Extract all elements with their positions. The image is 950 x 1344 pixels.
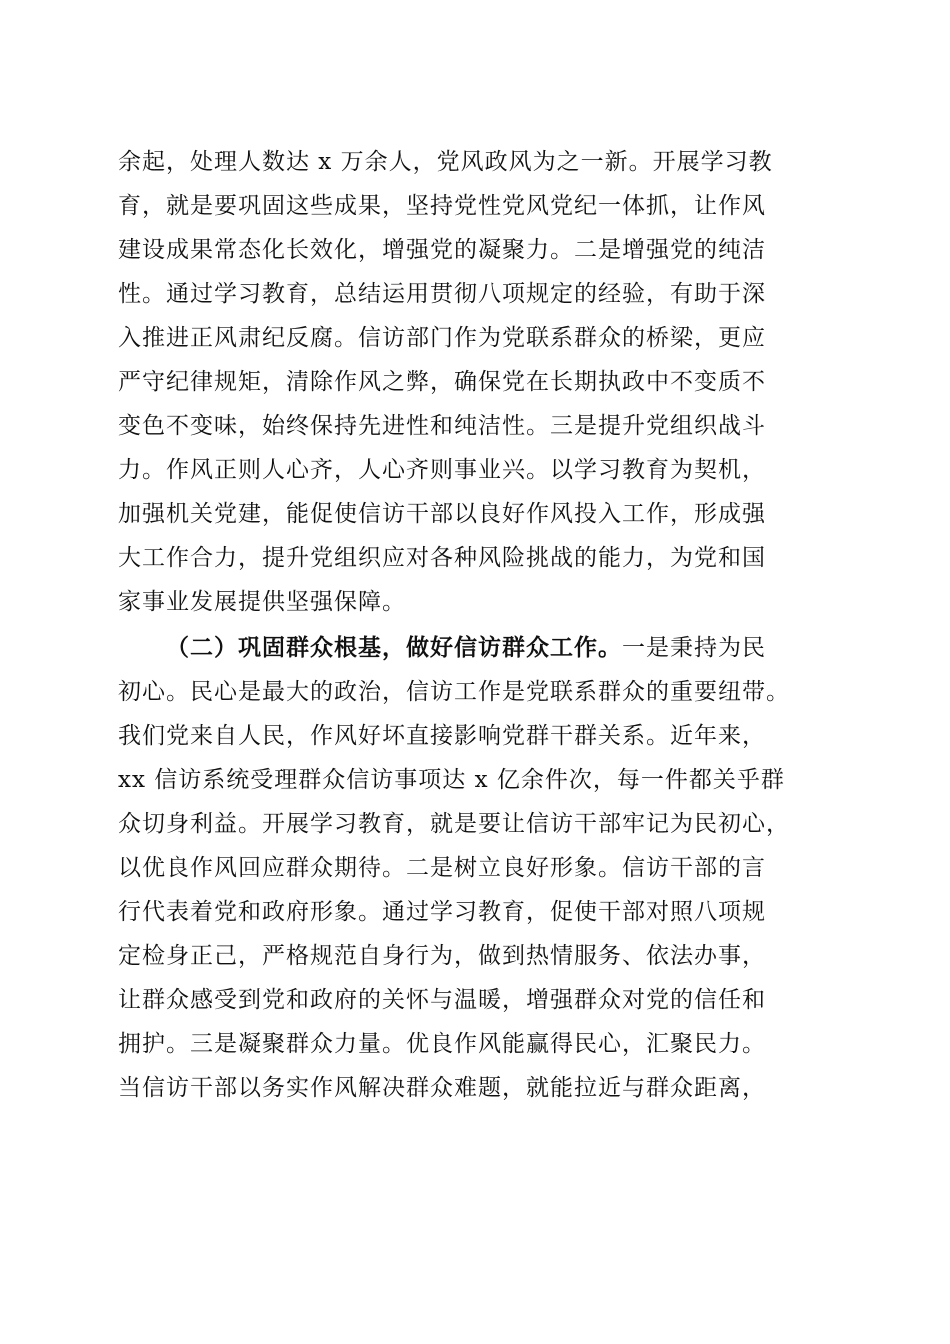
body-line: 定检身正己，严格规范自身行为，做到热情服务、依法办事， (118, 943, 766, 969)
body-line: 大工作合力，提升党组织应对各种风险挑战的能力，为党和国 (118, 545, 766, 571)
body-line: 我们党来自人民，作风好坏直接影响党群干群关系。近年来， (118, 723, 766, 749)
body-line: 建设成果常态化长效化，增强党的凝聚力。二是增强党的纯洁 (118, 237, 766, 263)
body-line: 性。通过学习教育，总结运用贯彻八项规定的经验，有助于深 (118, 281, 766, 307)
body-line: 家事业发展提供坚强保障。 (118, 589, 406, 615)
body-line: 严守纪律规矩，清除作风之弊，确保党在长期执政中不变质不 (118, 369, 766, 395)
body-line: 初心。民心是最大的政治，信访工作是党联系群众的重要纽带。 (118, 679, 790, 705)
body-line: 行代表着党和政府形象。通过学习教育，促使干部对照八项规 (118, 899, 766, 925)
body-line: 众切身利益。开展学习教育，就是要让信访干部牢记为民初心， (118, 811, 790, 837)
body-line: 当信访干部以务实作风解决群众难题，就能拉近与群众距离， (118, 1075, 766, 1101)
section-heading-line (166, 626, 766, 670)
body-line: 育，就是要巩固这些成果，坚持党性党风党纪一体抓，让作风 (118, 193, 766, 219)
section-heading: （二）巩固群众根基，做好信访群众工作。 (166, 634, 622, 661)
body-line: xx 信访系统受理群众信访事项达 x 亿余件次，每一件都关乎群 (118, 767, 785, 793)
body-line: 让群众感受到党和政府的关怀与温暖，增强群众对党的信任和 (118, 987, 766, 1013)
body-line: 变色不变味，始终保持先进性和纯洁性。三是提升党组织战斗 (118, 413, 766, 439)
body-line: 以优良作风回应群众期待。二是树立良好形象。信访干部的言 (118, 855, 766, 881)
section-heading-rest: 一是秉持为民 (622, 635, 766, 661)
body-line: 入推进正风肃纪反腐。信访部门作为党联系群众的桥梁，更应 (118, 325, 766, 351)
body-line: 加强机关党建，能促使信访干部以良好作风投入工作，形成强 (118, 501, 766, 527)
body-line: 余起，处理人数达 x 万余人，党风政风为之一新。开展学习教 (118, 149, 773, 175)
body-line: 拥护。三是凝聚群众力量。优良作风能赢得民心，汇聚民力。 (118, 1031, 766, 1057)
body-line: 力。作风正则人心齐，人心齐则事业兴。以学习教育为契机， (118, 457, 766, 483)
